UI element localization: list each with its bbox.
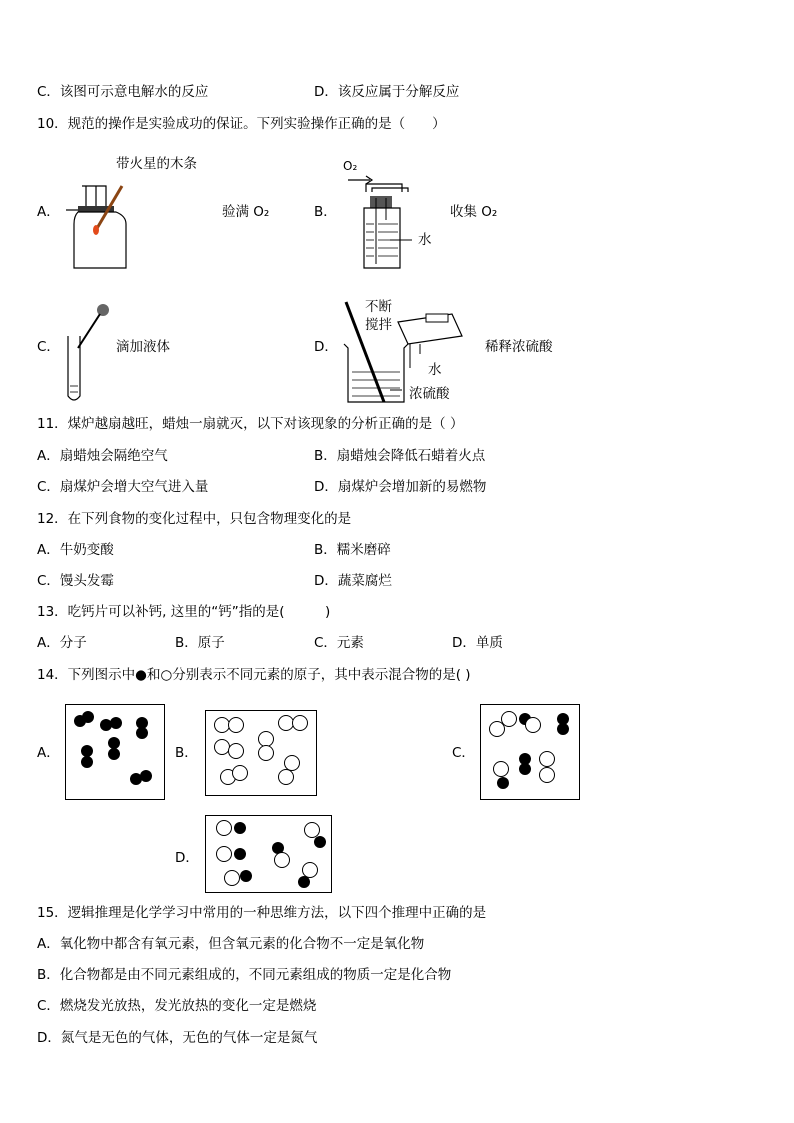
q10-d-water-label: 水	[428, 362, 442, 378]
particle-box-c	[480, 704, 580, 800]
q10-d-acid-label: 浓硫酸	[409, 386, 450, 402]
q10-c-caption: 滴加液体	[116, 339, 170, 355]
q14-stem: 14．下列图示中●和○分别表示不同元素的原子，其中表示混合物的是( )	[37, 667, 471, 683]
gas-bottle-with-splint-diagram	[60, 180, 140, 270]
q10-option-a-letter: A．	[37, 204, 60, 220]
q11-option-b: B．扇蜡烛会降低石蜡着火点	[314, 448, 486, 464]
q10-b-caption: 收集 O₂	[450, 204, 498, 220]
q12-option-c: C．馒头发霉	[37, 573, 114, 589]
q15-option-c: C．燃烧发光放热，发光放热的变化一定是燃烧	[37, 998, 317, 1014]
q10-option-d-letter: D．	[314, 339, 338, 355]
q9-option-d: D．该反应属于分解反应	[314, 84, 460, 100]
q15-option-b: B．化合物都是由不同元素组成的，不同元素组成的物质一定是化合物	[37, 967, 452, 983]
q14-option-b-letter: B．	[175, 745, 198, 761]
q15-option-d: D．氮气是无色的气体，无色的气体一定是氮气	[37, 1030, 318, 1046]
q14-option-a-letter: A．	[37, 745, 60, 761]
q11-option-a: A．扇蜡烛会隔绝空气	[37, 448, 168, 464]
q9-option-c: C．该图可示意电解水的反应	[37, 84, 209, 100]
dropper-test-tube-diagram	[62, 300, 112, 405]
q12-option-d: D．蔬菜腐烂	[314, 573, 392, 589]
q11-option-c: C．扇煤炉会增大空气进入量	[37, 479, 209, 495]
q10-option-b-letter: B．	[314, 204, 337, 220]
q10-d-stir-label-1: 不断	[365, 299, 392, 315]
q13-option-c: C．元素	[314, 635, 364, 651]
q10-b-gas-label: O₂	[343, 159, 358, 173]
q12-option-b: B．糯米磨碎	[314, 542, 391, 558]
particle-box-d	[205, 815, 332, 893]
particle-box-a	[65, 704, 165, 800]
q10-d-caption: 稀释浓硫酸	[485, 339, 553, 355]
q14-option-c-letter: C．	[452, 745, 475, 761]
q10-d-stir-label-2: 搅拌	[365, 317, 392, 333]
q10-b-water-label: 水	[418, 232, 432, 248]
q10-stem: 10．规范的操作是实验成功的保证。下列实验操作正确的是（ ）	[37, 116, 446, 132]
q13-stem: 13．吃钙片可以补钙, 这里的“钙”指的是( )	[37, 604, 331, 620]
q12-option-a: A．牛奶变酸	[37, 542, 114, 558]
q13-option-b: B．原子	[175, 635, 225, 651]
q11-stem: 11．煤炉越扇越旺，蜡烛一扇就灭，以下对该现象的分析正确的是（ ）	[37, 416, 464, 432]
q14-option-d-letter: D．	[175, 850, 199, 866]
particle-box-b	[205, 710, 317, 796]
q13-option-a: A．分子	[37, 635, 87, 651]
q15-stem: 15．逻辑推理是化学学习中常用的一种思维方法，以下四个推理中正确的是	[37, 905, 487, 921]
q10-a-top-label: 带火星的木条	[116, 156, 197, 172]
q11-option-d: D．扇煤炉会增加新的易燃物	[314, 479, 487, 495]
q13-option-d: D．单质	[452, 635, 503, 651]
q12-stem: 12．在下列食物的变化过程中，只包含物理变化的是	[37, 511, 352, 527]
q10-a-caption: 验满 O₂	[222, 204, 270, 220]
gas-collection-bottle-diagram	[340, 170, 430, 270]
q15-option-a: A．氧化物中都含有氧元素，但含氧元素的化合物不一定是氧化物	[37, 936, 425, 952]
q10-option-c-letter: C．	[37, 339, 60, 355]
